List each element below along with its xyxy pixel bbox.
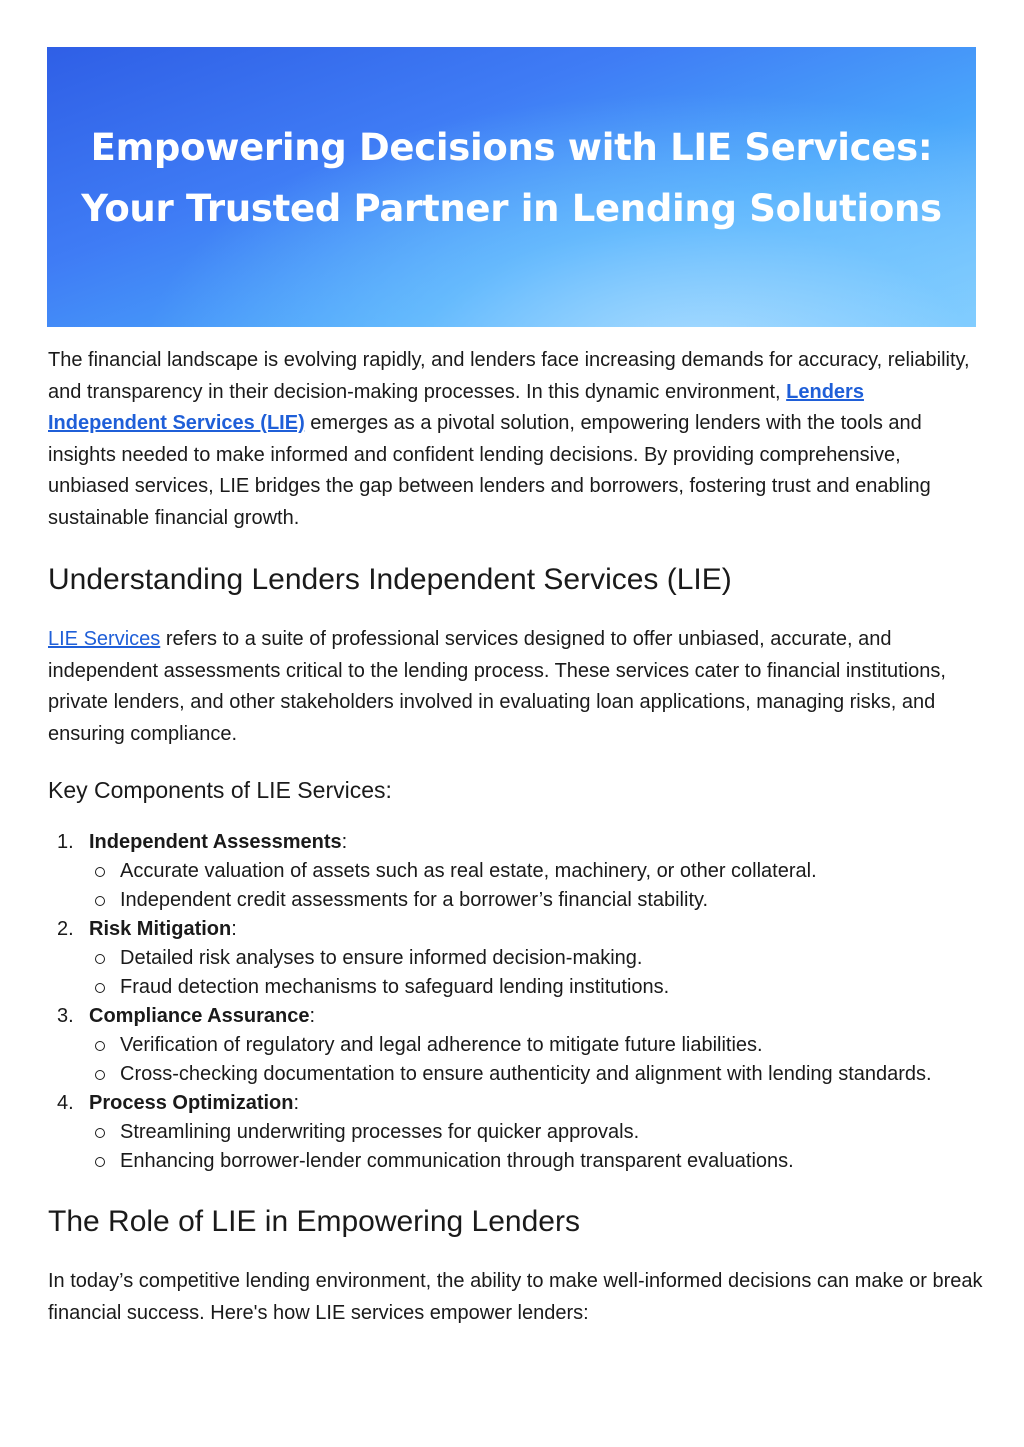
list-number: 1.: [57, 831, 74, 853]
sub-list-item: Streamlining underwriting processes for quicker approvals.: [89, 1118, 983, 1147]
key-components-heading: Key Components of LIE Services:: [48, 777, 392, 803]
component-title: Compliance Assurance: [89, 1005, 310, 1027]
sub-list-item: Accurate valuation of assets such as real estate, machinery, or other collateral.: [89, 857, 983, 886]
sub-list-item: Enhancing borrower-lender communication through transparent evaluations.: [89, 1147, 983, 1176]
page-title-line-1: Empowering Decisions with LIE Services:: [90, 126, 933, 169]
components-list: [48, 828, 983, 1176]
lie-services-link[interactable]: LIE Services: [48, 628, 161, 650]
sub-list: [89, 1031, 983, 1089]
list-item-risk-mitigation: 2. Risk Mitigation: Detailed risk analyses to ensure informed decision-making. Fraud detection mechanisms to safeguard lending institutions.: [48, 915, 983, 1002]
sub-list-item: Independent credit assessments for a borrower’s financial stability.: [89, 886, 983, 915]
sub-list-item: Verification of regulatory and legal adherence to mitigate future liabilities.: [89, 1031, 983, 1060]
sub-list: [89, 944, 983, 1002]
component-title: Risk Mitigation: [89, 918, 232, 940]
section1-text-after: refers to a suite of professional services designed to offer unbiased, accurate, and independent assessments critical to the lending process. These services cater to financial institutions, private lenders, and other stakeholders involved in evaluating loan applications, managing risks, and ensuring compliance.: [48, 628, 946, 745]
list-number: 4.: [57, 1092, 74, 1114]
section-heading-understanding: Understanding Lenders Independent Services (LIE): [48, 563, 732, 596]
intro-text-after: emerges as a pivotal solution, empowering lenders with the tools and insights needed to make informed and confident lending decisions. By providing comprehensive, unbiased services, LIE bridges the gap between lenders and borrowers, fostering trust and enabling sustainable financial growth.: [48, 412, 931, 529]
circle-bullet-icon: [95, 867, 105, 877]
section1-paragraph: [48, 624, 983, 750]
circle-bullet-icon: [95, 983, 105, 993]
page-title: [47, 117, 976, 239]
sub-list-item: Detailed risk analyses to ensure informed decision-making.: [89, 944, 983, 973]
sub-list: [89, 1118, 983, 1176]
lie-link[interactable]: Lenders Independent Services (LIE): [48, 380, 864, 434]
list-number: 3.: [57, 1005, 74, 1027]
sub-list-item: Cross-checking documentation to ensure authenticity and alignment with lending standards.: [89, 1060, 983, 1089]
page-title-line-2: Your Trusted Partner in Lending Solutions: [81, 187, 942, 230]
list-number: 2.: [57, 918, 74, 940]
header-banner: [47, 47, 976, 327]
circle-bullet-icon: [95, 896, 105, 906]
circle-bullet-icon: [95, 954, 105, 964]
circle-bullet-icon: [95, 1128, 105, 1138]
circle-bullet-icon: [95, 1070, 105, 1080]
sub-list: [89, 857, 983, 915]
section2-paragraph: In today’s competitive lending environment, the ability to make well-informed decisions can make or break financial success. Here's how LIE services empower lenders:: [48, 1270, 983, 1324]
list-item-process-optimization: 4. Process Optimization: Streamlining underwriting processes for quicker approvals. Enhancing borrower-lender communication through transparent evaluations.: [48, 1089, 983, 1176]
list-item-compliance-assurance: 3. Compliance Assurance: Verification of regulatory and legal adherence to mitigate future liabilities. Cross-checking documentation to ensure authenticity and alignment with lending standards.: [48, 1002, 983, 1089]
component-title: Process Optimization: [89, 1092, 294, 1114]
intro-paragraph: [48, 345, 983, 534]
component-title: Independent Assessments: [89, 831, 342, 853]
circle-bullet-icon: [95, 1157, 105, 1167]
intro-text-before: The financial landscape is evolving rapidly, and lenders face increasing demands for accuracy, reliability, and transparency in their decision-making processes. In this dynamic environment,: [48, 349, 970, 403]
circle-bullet-icon: [95, 1041, 105, 1051]
list-item-independent-assessments: 1. Independent Assessments: Accurate valuation of assets such as real estate, machinery, or other collateral. Independent credit assessments for a borrower’s financial stability.: [48, 828, 983, 915]
section-heading-role: The Role of LIE in Empowering Lenders: [48, 1205, 580, 1238]
sub-list-item: Fraud detection mechanisms to safeguard lending institutions.: [89, 973, 983, 1002]
article-body: [48, 345, 983, 1329]
